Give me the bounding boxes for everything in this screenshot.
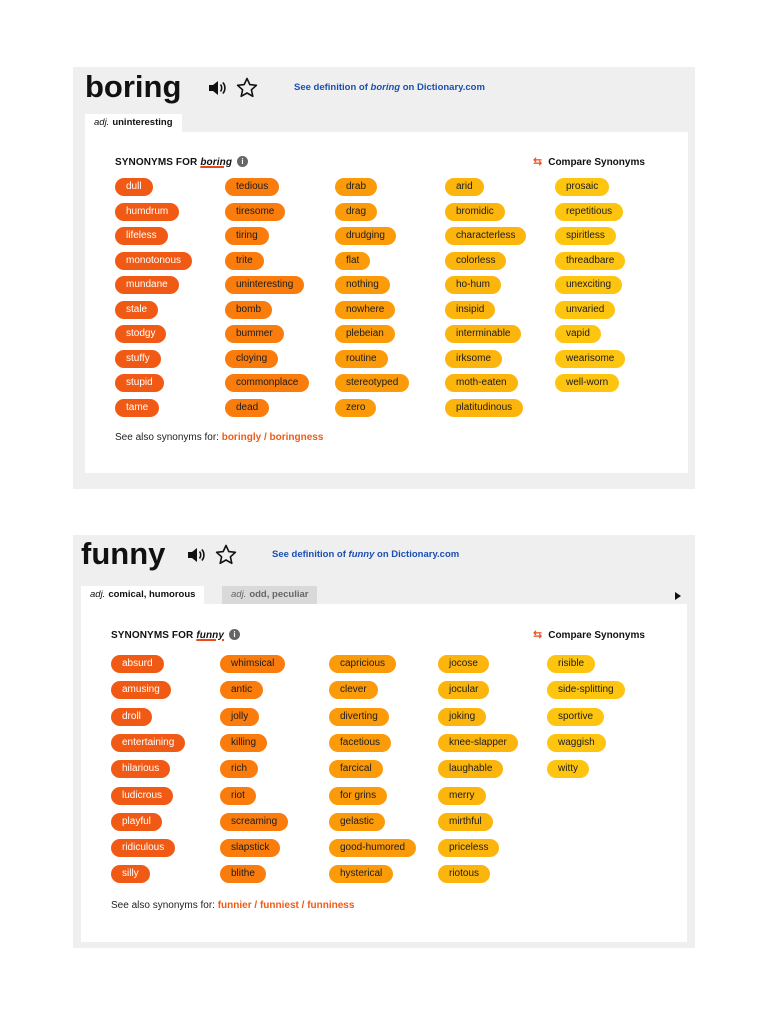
see-also-separator: / xyxy=(261,432,270,443)
synonym-chip[interactable]: knee-slapper xyxy=(438,734,518,752)
synonym-chip[interactable]: mirthful xyxy=(438,813,493,831)
tab-comical-humorous[interactable] xyxy=(81,586,204,604)
synonym-chip[interactable]: witty xyxy=(547,760,589,778)
see-also-label: See also synonyms for: xyxy=(111,900,218,911)
synonym-chip[interactable]: nothing xyxy=(335,276,390,294)
compare-synonyms-button[interactable] xyxy=(533,155,645,168)
synonym-chip[interactable]: hysterical xyxy=(329,865,393,883)
tab-pos: adj. xyxy=(90,589,106,600)
synonym-chip[interactable]: repetitious xyxy=(555,203,623,221)
synonym-chip[interactable]: tiring xyxy=(225,227,269,245)
synonym-chip[interactable]: facetious xyxy=(329,734,391,752)
synonym-chip[interactable]: screaming xyxy=(220,813,288,831)
tab-label: uninteresting xyxy=(112,117,173,128)
synonyms-for-label: SYNONYMS FOR xyxy=(111,630,194,641)
synonym-chip[interactable]: arid xyxy=(445,178,484,196)
see-also-link[interactable]: funnier xyxy=(217,900,252,911)
synonym-chip[interactable]: commonplace xyxy=(225,374,309,392)
synonym-chip[interactable]: threadbare xyxy=(555,252,625,270)
synonym-chip[interactable]: lifeless xyxy=(115,227,168,245)
compare-synonyms-button[interactable] xyxy=(533,628,645,641)
see-def-prefix: See definition of xyxy=(294,82,371,93)
synonym-chip[interactable]: silly xyxy=(111,865,150,883)
synonym-chip[interactable]: stereotyped xyxy=(335,374,409,392)
synonym-chip[interactable]: diverting xyxy=(329,708,389,726)
synonym-chip[interactable]: ho-hum xyxy=(445,276,501,294)
synonyms-header xyxy=(115,156,248,168)
tab-uninteresting[interactable] xyxy=(85,114,182,132)
synonym-chip[interactable]: stale xyxy=(115,301,158,319)
see-also-link[interactable]: boringly xyxy=(221,432,262,443)
synonym-chip[interactable]: mundane xyxy=(115,276,179,294)
synonym-chip[interactable]: jolly xyxy=(220,708,259,726)
synonym-chip[interactable]: tame xyxy=(115,399,159,417)
synonym-chip[interactable]: unexciting xyxy=(555,276,622,294)
compare-label: Compare Synonyms xyxy=(548,157,645,168)
synonym-chip[interactable]: drag xyxy=(335,203,377,221)
headword: boring xyxy=(85,69,182,104)
synonym-chip[interactable]: stupid xyxy=(115,374,164,392)
synonym-chip[interactable]: unvaried xyxy=(555,301,615,319)
synonym-chip[interactable]: droll xyxy=(111,708,152,726)
see-def-prefix: See definition of xyxy=(272,549,349,560)
synonym-chip[interactable]: risible xyxy=(547,655,595,673)
synonym-chip[interactable]: side-splitting xyxy=(547,681,625,699)
synonym-chip[interactable]: playful xyxy=(111,813,162,831)
synonym-chip[interactable]: cloying xyxy=(225,350,278,368)
synonym-chip[interactable]: platitudinous xyxy=(445,399,523,417)
synonym-chip[interactable]: hilarious xyxy=(111,760,170,778)
synonym-chip[interactable]: well-worn xyxy=(555,374,619,392)
see-also xyxy=(111,900,354,911)
synonym-chip[interactable]: bomb xyxy=(225,301,272,319)
see-also-link[interactable]: boringness xyxy=(269,432,324,443)
see-also-separator: / xyxy=(298,900,308,911)
synonym-chip[interactable]: killing xyxy=(220,734,267,752)
synonym-chip[interactable]: priceless xyxy=(438,839,499,857)
synonym-chip[interactable]: riot xyxy=(220,787,256,805)
synonym-chip[interactable]: routine xyxy=(335,350,388,368)
synonym-chip[interactable]: monotonous xyxy=(115,252,192,270)
compare-icon: ⇆ xyxy=(533,156,543,168)
tab-pos: adj. xyxy=(94,117,110,128)
synonym-chip[interactable]: trite xyxy=(225,252,264,270)
synonym-chip[interactable]: waggish xyxy=(547,734,606,752)
speaker-icon[interactable] xyxy=(207,79,227,97)
synonyms-term: funny xyxy=(196,630,225,641)
tab-label: odd, peculiar xyxy=(249,589,309,600)
synonym-chip[interactable]: jocose xyxy=(438,655,489,673)
funny-card xyxy=(73,535,695,948)
synonym-chip[interactable]: rich xyxy=(220,760,258,778)
synonym-chip[interactable]: colorless xyxy=(445,252,506,270)
synonym-chip[interactable]: flat xyxy=(335,252,370,270)
star-icon[interactable] xyxy=(215,544,237,565)
info-icon[interactable]: i xyxy=(237,156,248,167)
synonym-chip[interactable]: whimsical xyxy=(220,655,285,673)
synonym-chip[interactable]: good-humored xyxy=(329,839,416,857)
synonym-chip[interactable]: spiritless xyxy=(555,227,616,245)
synonym-chip[interactable]: uninteresting xyxy=(225,276,304,294)
synonym-chip[interactable]: plebeian xyxy=(335,325,395,343)
synonym-chip[interactable]: zero xyxy=(335,399,376,417)
synonym-chip[interactable]: interminable xyxy=(445,325,521,343)
compare-label: Compare Synonyms xyxy=(548,630,645,641)
synonym-chip[interactable]: bromidic xyxy=(445,203,505,221)
synonyms-for-label: SYNONYMS FOR xyxy=(115,157,198,168)
synonym-chip[interactable]: humdrum xyxy=(115,203,179,221)
see-def-suffix: on Dictionary.com xyxy=(374,549,460,560)
synonym-chip[interactable]: insipid xyxy=(445,301,495,319)
synonym-chip[interactable]: wearisome xyxy=(555,350,625,368)
see-also-separator: / xyxy=(251,900,260,911)
synonym-chip[interactable]: drab xyxy=(335,178,377,196)
synonyms-term: boring xyxy=(200,157,233,168)
synonym-chip[interactable]: joking xyxy=(438,708,486,726)
synonym-chip[interactable]: absurd xyxy=(111,655,164,673)
info-icon[interactable]: i xyxy=(229,629,240,640)
synonym-chip[interactable]: clever xyxy=(329,681,378,699)
synonym-chip[interactable]: blithe xyxy=(220,865,266,883)
see-also-label: See also synonyms for: xyxy=(115,432,222,443)
tab-pos: adj. xyxy=(231,589,247,600)
synonym-chip[interactable]: jocular xyxy=(438,681,489,699)
see-def-suffix: on Dictionary.com xyxy=(400,82,485,93)
synonym-chip[interactable]: sportive xyxy=(547,708,604,726)
synonym-chip[interactable]: characterless xyxy=(445,227,526,245)
synonym-chip[interactable]: gelastic xyxy=(329,813,385,831)
synonym-chip[interactable]: merry xyxy=(438,787,486,805)
synonym-chip[interactable]: irksome xyxy=(445,350,502,368)
synonym-chip[interactable]: stodgy xyxy=(115,325,166,343)
synonym-chip[interactable]: vapid xyxy=(555,325,601,343)
see-also xyxy=(115,432,323,443)
synonym-chip[interactable]: nowhere xyxy=(335,301,395,319)
synonym-chip[interactable]: tedious xyxy=(225,178,279,196)
next-arrow-icon[interactable] xyxy=(675,592,681,600)
synonyms-header xyxy=(111,629,240,641)
tab-label: comical, humorous xyxy=(108,589,196,600)
synonym-chip[interactable]: drudging xyxy=(335,227,396,245)
headword: funny xyxy=(81,536,166,571)
see-also-link[interactable]: funniest xyxy=(259,900,299,911)
synonym-chip[interactable]: tiresome xyxy=(225,203,285,221)
see-definition-link[interactable] xyxy=(272,549,459,560)
synonyms-panel xyxy=(85,132,688,473)
synonym-chip[interactable]: farcical xyxy=(329,760,383,778)
compare-icon: ⇆ xyxy=(533,629,543,641)
tab-odd-peculiar[interactable] xyxy=(222,586,317,604)
synonym-chip[interactable]: riotous xyxy=(438,865,490,883)
synonym-chip[interactable]: capricious xyxy=(329,655,396,673)
boring-card xyxy=(73,67,695,489)
synonym-chip[interactable]: dull xyxy=(115,178,153,196)
star-icon[interactable] xyxy=(236,77,258,98)
see-definition-link[interactable] xyxy=(294,82,485,93)
synonym-chip[interactable]: moth-eaten xyxy=(445,374,518,392)
synonym-chip[interactable]: ludicrous xyxy=(111,787,173,805)
synonym-chip[interactable]: ridiculous xyxy=(111,839,175,857)
see-also-link[interactable]: funniness xyxy=(307,900,355,911)
synonym-chip[interactable]: antic xyxy=(220,681,263,699)
speaker-icon[interactable] xyxy=(186,546,206,564)
synonym-chip[interactable]: amusing xyxy=(111,681,171,699)
synonym-chip[interactable]: slapstick xyxy=(220,839,280,857)
synonym-chip[interactable]: entertaining xyxy=(111,734,185,752)
synonym-chip[interactable]: dead xyxy=(225,399,269,417)
see-def-term: funny xyxy=(348,549,375,560)
synonym-chip[interactable]: bummer xyxy=(225,325,284,343)
synonym-chip[interactable]: prosaic xyxy=(555,178,609,196)
synonym-chip[interactable]: stuffy xyxy=(115,350,161,368)
see-def-term: boring xyxy=(370,82,401,93)
synonym-chip[interactable]: for grins xyxy=(329,787,387,805)
synonyms-panel xyxy=(81,604,687,942)
synonym-chip[interactable]: laughable xyxy=(438,760,503,778)
